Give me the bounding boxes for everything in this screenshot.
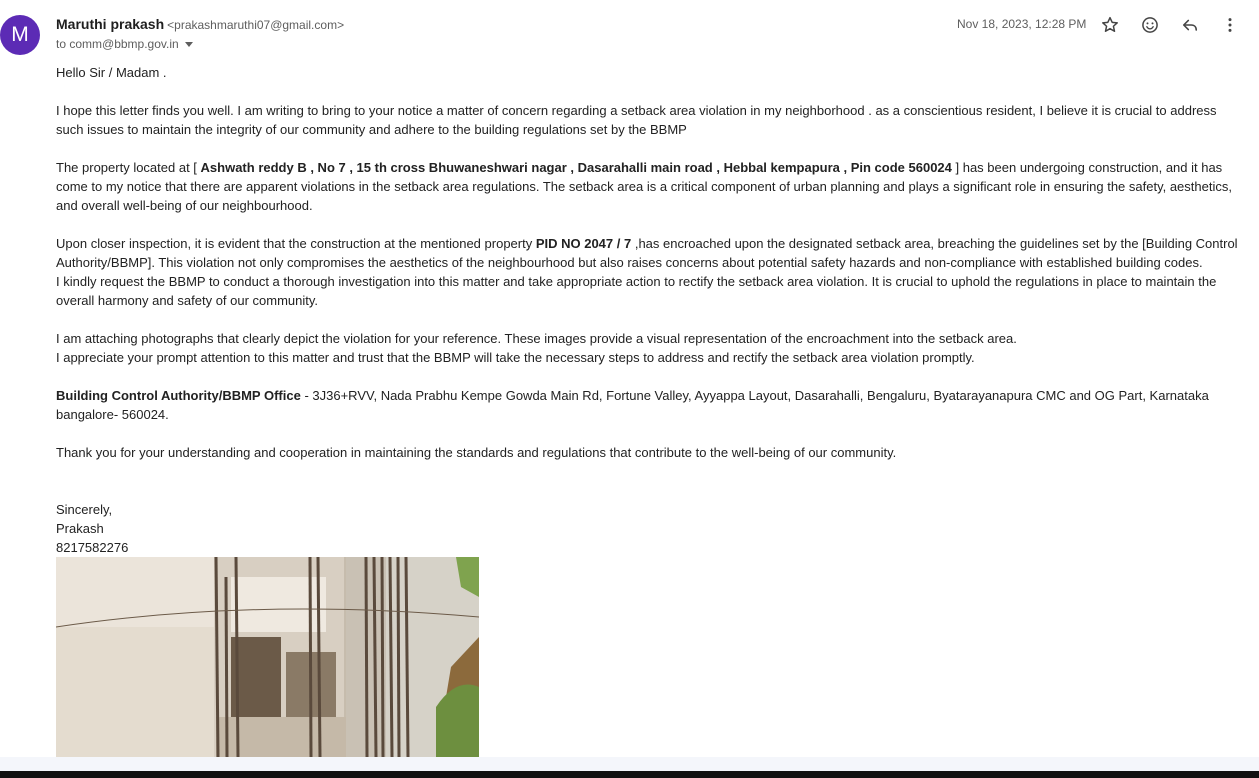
paragraph-thanks: Thank you for your understanding and cooperation in maintaining the standards and regulations that contribute to the well-being of our community. [56,445,897,460]
paragraph-office-address [56,386,1246,424]
property-address: Ashwath reddy B , No 7 , 15 th cross Bhuwaneshwari nagar , Dasarahalli main road , Hebbal kempapura , Pin code 560024 [200,160,952,175]
from-line [56,16,344,32]
text: Upon closer inspection, it is evident that the construction at the mentioned property [56,236,536,251]
chevron-down-icon[interactable] [185,42,193,47]
reply-button[interactable] [1177,12,1203,38]
message-date: Nov 18, 2023, 12:28 PM [957,17,1087,31]
office-name: Building Control Authority/BBMP Office [56,388,301,403]
message-body [56,63,1246,557]
sender-name[interactable]: Maruthi prakash [56,16,165,32]
sender-email: <prakashmaruthi07@gmail.com> [167,18,345,32]
paragraph-request: I kindly request the BBMP to conduct a thorough investigation into this matter and take appropriate action to rectify the setback area violation. It is crucial to uphold the regulations in place to maintain the overall harmony and safety of our community. [56,274,1217,308]
more-vert-icon [1220,15,1240,35]
pid-number: PID NO 2047 / 7 [535,236,632,251]
more-options-button[interactable] [1217,12,1243,38]
closing: Sincerely, [56,502,113,517]
recipient-line[interactable] [56,37,193,51]
text: ] has been undergoing construction, and it has come to my notice that there are apparent violations in the setback area regulations. The setback area is a critical component of urban planning and plays a significant role in ensuring the safety, aesthetics, and overall well-being of our neighbourhood. [56,160,1232,213]
star-icon [1100,15,1120,35]
office-address: - 3J36+RVV, Nada Prabhu Kempe Gowda Main Rd, Fortune Valley, Ayyappa Layout, Dasarahalli, Bengaluru, Byatarayanapura CMC and OG Part, Karnataka bangalore- 560024. [56,388,1209,422]
recipient-text: to comm@bbmp.gov.in [56,37,179,51]
paragraph-intro: I hope this letter finds you well. I am writing to bring to your notice a matter of concern regarding a setback area violation in my neighborhood . as a conscientious resident, I believe it is crucial to address such issues to maintain the integrity of our community and adhere to the building regulations set by the BBMP [56,103,1217,137]
star-button[interactable] [1097,12,1123,38]
text: ,has encroached upon the designated setback area, breaching the guidelines set by the [Building Control Authority/BBMP]. This violation not only compromises the aesthetics of the neighbourhood but also raises concerns about potential safety hazards and non-compliance with established building codes. [56,236,1238,270]
construction-photo [56,557,479,757]
attached-photo[interactable] [56,557,479,757]
signature-name: Prakash [56,521,104,536]
greeting: Hello Sir / Madam . [56,65,167,80]
bottom-strip [0,757,1259,771]
paragraph-photographs: I am attaching photographs that clearly depict the violation for your reference. These images provide a visual representation of the encroachment into the setback area. [56,331,1017,346]
add-reaction-button[interactable] [1137,12,1163,38]
emoji-icon [1140,15,1160,35]
bottom-bar [0,771,1259,778]
paragraph-appreciation: I appreciate your prompt attention to this matter and trust that the BBMP will take the necessary steps to address and rectify the setback area violation promptly. [56,350,975,365]
reply-icon [1180,15,1200,35]
avatar[interactable]: M [0,15,40,55]
signature-phone: 8217582276 [56,540,129,555]
paragraph-inspection [56,234,1246,272]
text: The property located at [ [56,160,201,175]
paragraph-property [56,158,1246,215]
